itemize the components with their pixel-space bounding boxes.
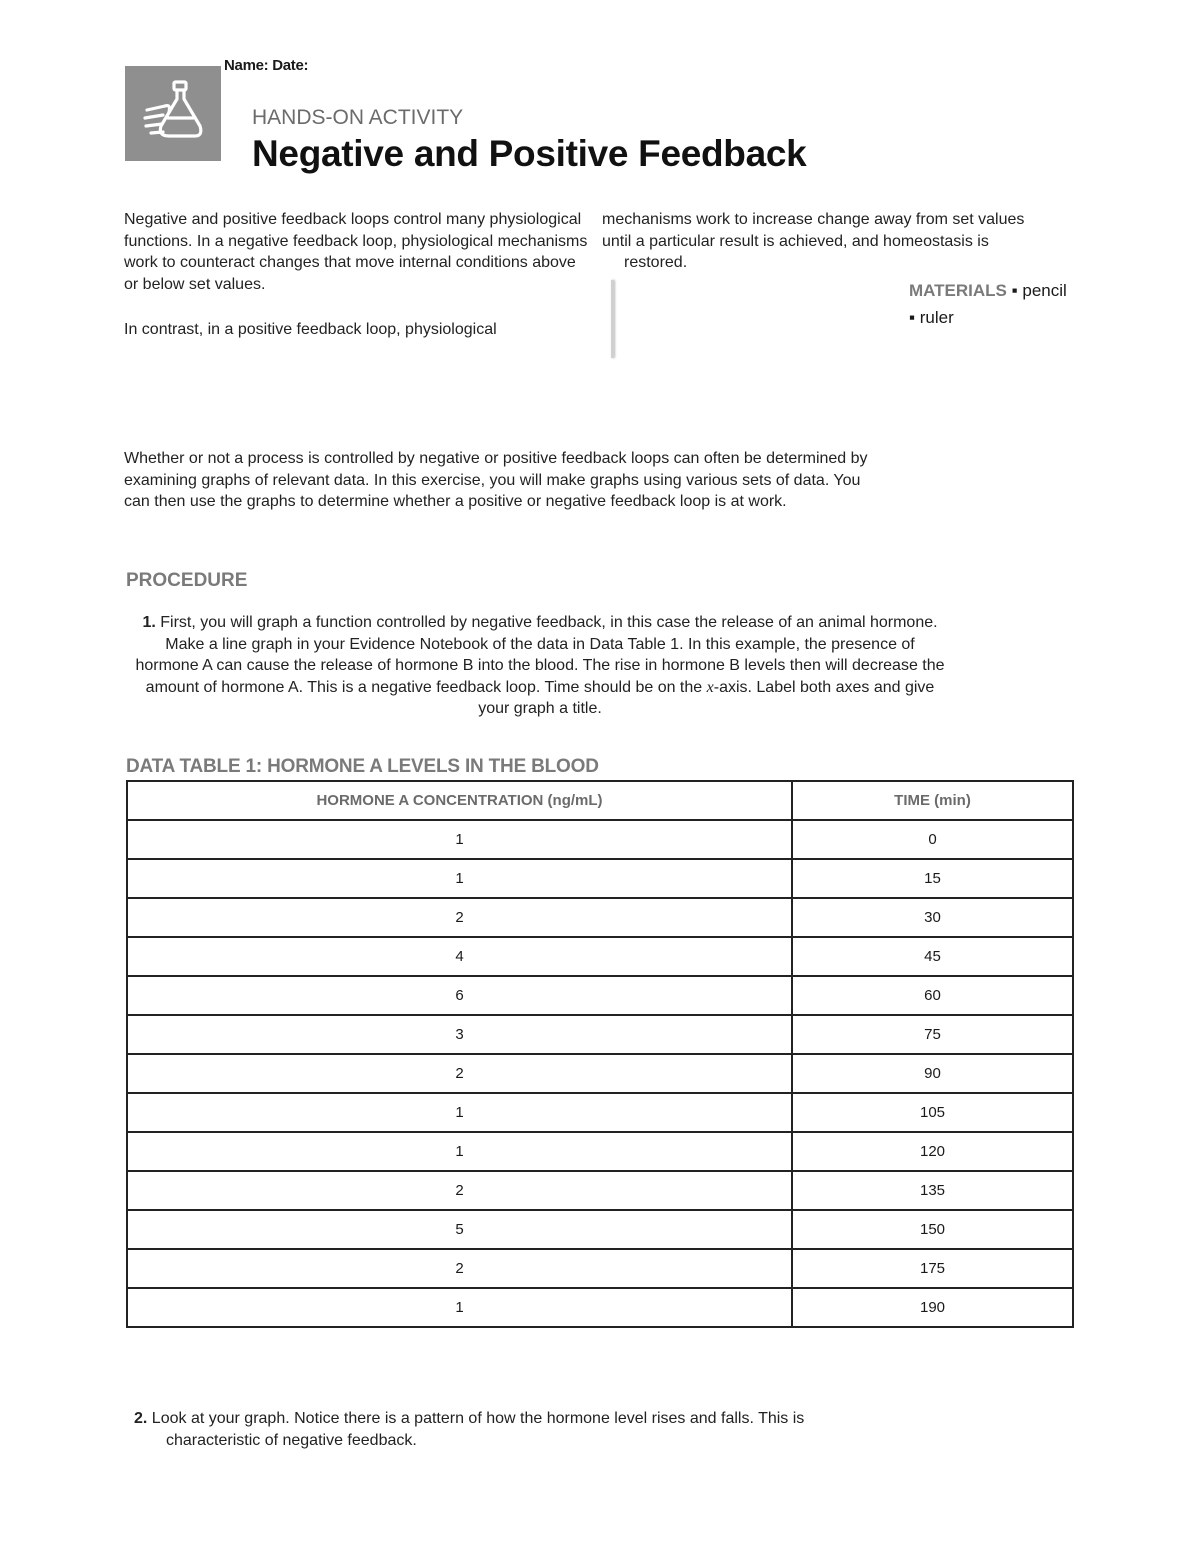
data-table-title: DATA TABLE 1: HORMONE A LEVELS IN THE BLOOD <box>126 756 599 777</box>
concentration-cell: 2 <box>127 1171 792 1210</box>
procedure-step-1 <box>134 612 946 720</box>
procedure-step-2 <box>134 1408 914 1451</box>
time-cell: 175 <box>792 1249 1073 1288</box>
step-2-line-2: characteristic of negative feedback. <box>166 1431 417 1449</box>
step-1-text-a: First, you will graph a function controlled by negative feedback, in this case the release of an animal hormone. Make a line graph in your Evidence Notebook of the data in Data Table 1. In this example, the presence of hormone A can cause the release of hormone B into the blood. The rise in hormone B levels then will decrease the amount of hormone A. This is a negative feedback loop. Time should be on the <box>135 614 945 696</box>
step-2-line-1: Look at your graph. Notice there is a pattern of how the hormone level rises and falls. This is <box>151 1410 805 1427</box>
column-header-concentration: HORMONE A CONCENTRATION (ng/mL) <box>127 781 792 820</box>
table-row <box>127 1249 1073 1288</box>
time-cell: 105 <box>792 1093 1073 1132</box>
table-row <box>127 976 1073 1015</box>
step-1-text-b: -axis. Label both axes and give your graph a title. <box>478 678 935 717</box>
time-cell: 75 <box>792 1015 1073 1054</box>
name-date-line: Name: Date: <box>224 57 309 74</box>
intro-paragraph-1: Negative and positive feedback loops control many physiological functions. In a negative feedback loop, physiological mechanisms work to counteract changes that move internal conditions above or below set values. <box>124 211 588 293</box>
intro-right-line-2: until a particular result is achieved, and homeostasis is <box>602 232 989 250</box>
table-row <box>127 937 1073 976</box>
time-cell: 45 <box>792 937 1073 976</box>
table-row <box>127 898 1073 937</box>
table-header-row <box>127 781 1073 820</box>
column-header-time: TIME (min) <box>792 781 1073 820</box>
concentration-cell: 4 <box>127 937 792 976</box>
concentration-cell: 2 <box>127 898 792 937</box>
table-row <box>127 1171 1073 1210</box>
time-cell: 90 <box>792 1054 1073 1093</box>
time-cell: 150 <box>792 1210 1073 1249</box>
concentration-cell: 1 <box>127 1093 792 1132</box>
materials-item-ruler: ▪ ruler <box>909 308 954 327</box>
intro-right-column <box>602 209 1082 274</box>
concentration-cell: 1 <box>127 820 792 859</box>
intro-right-line-3: restored. <box>624 254 688 271</box>
time-cell: 135 <box>792 1171 1073 1210</box>
materials-item-pencil: ▪ pencil <box>1011 281 1067 300</box>
step-2-number: 2. <box>134 1410 148 1427</box>
concentration-cell: 5 <box>127 1210 792 1249</box>
concentration-cell: 2 <box>127 1054 792 1093</box>
table-row <box>127 859 1073 898</box>
materials-box <box>909 277 1067 331</box>
procedure-heading: PROCEDURE <box>126 570 248 591</box>
time-cell: 15 <box>792 859 1073 898</box>
table-row <box>127 1288 1073 1327</box>
concentration-cell: 1 <box>127 1132 792 1171</box>
materials-label: MATERIALS <box>909 281 1007 300</box>
time-cell: 60 <box>792 976 1073 1015</box>
time-cell: 120 <box>792 1132 1073 1171</box>
table-row <box>127 1132 1073 1171</box>
step-1-x-axis: x <box>706 678 714 696</box>
time-cell: 30 <box>792 898 1073 937</box>
table-row <box>127 820 1073 859</box>
column-divider <box>611 280 614 358</box>
concentration-cell: 3 <box>127 1015 792 1054</box>
time-cell: 0 <box>792 820 1073 859</box>
table-row <box>127 1093 1073 1132</box>
intro-right-line-1: mechanisms work to increase change away from set values <box>602 211 1025 228</box>
step-1-number: 1. <box>142 614 156 631</box>
table-row <box>127 1054 1073 1093</box>
overview-paragraph: Whether or not a process is controlled by negative or positive feedback loops can often be determined by examining graphs of relevant data. In this exercise, you will make graphs using various sets of data. You can then use the graphs to determine whether a positive or negative feedback loop is at work. <box>124 450 868 510</box>
data-table-1 <box>126 780 1074 1328</box>
concentration-cell: 2 <box>127 1249 792 1288</box>
flask-hand-icon <box>125 66 221 161</box>
concentration-cell: 1 <box>127 1288 792 1327</box>
table-row <box>127 1015 1073 1054</box>
intro-left-column <box>124 209 594 365</box>
time-cell: 190 <box>792 1288 1073 1327</box>
intro-paragraph-2: In contrast, in a positive feedback loop, physiological <box>124 321 497 338</box>
activity-logo <box>125 66 221 161</box>
table-row <box>127 1210 1073 1249</box>
concentration-cell: 1 <box>127 859 792 898</box>
concentration-cell: 6 <box>127 976 792 1015</box>
activity-kicker: HANDS-ON ACTIVITY <box>252 106 464 129</box>
page-title: Negative and Positive Feedback <box>252 133 807 174</box>
